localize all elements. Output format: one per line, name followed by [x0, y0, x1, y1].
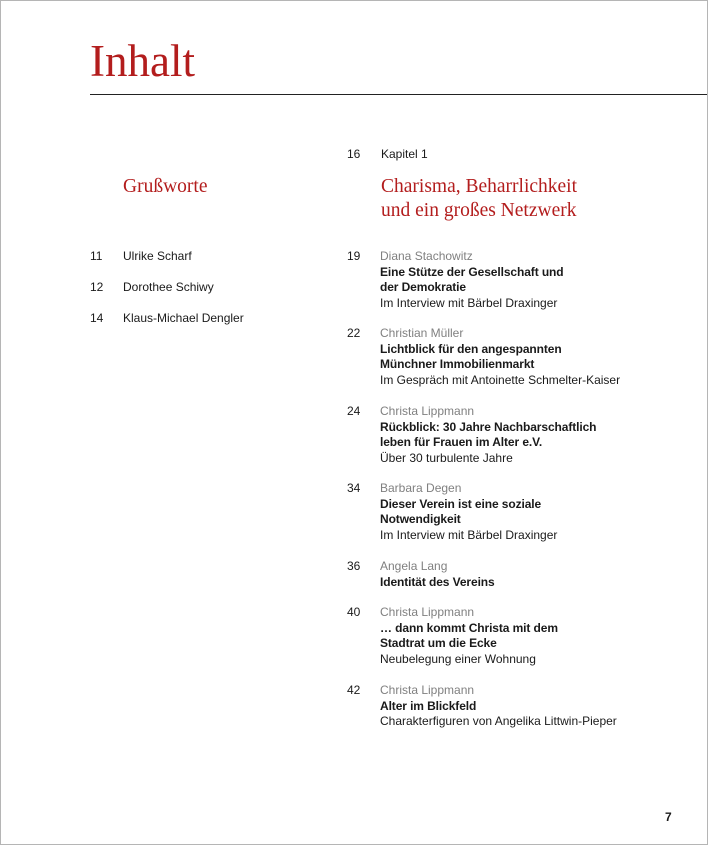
- chapter-title-line: Charisma, Beharrlichkeit: [381, 176, 578, 197]
- toc-author: Angela Lang: [380, 559, 448, 573]
- toc-title-line: Notwendigkeit: [380, 512, 461, 526]
- toc-title-line: Alter im Blickfeld: [380, 698, 477, 713]
- grusswort-author: Ulrike Scharf: [123, 249, 192, 263]
- grusswort-page-number: 14: [90, 311, 104, 325]
- toc-page-number: 36: [347, 559, 361, 573]
- toc-title-line: leben für Frauen im Alter e.V.: [380, 435, 543, 449]
- toc-page-number: 22: [347, 326, 361, 340]
- toc-author: Christa Lippmann: [380, 404, 475, 418]
- grusswort-page-number: 12: [90, 280, 104, 294]
- toc-title-line: Münchner Immobilienmarkt: [380, 357, 535, 371]
- grusswort-author: Dorothee Schiwy: [123, 280, 214, 294]
- toc-title-line: der Demokratie: [380, 280, 466, 294]
- toc-title-line: Eine Stütze der Gesellschaft und: [380, 264, 564, 279]
- toc-title-line: Stadtrat um die Ecke: [380, 636, 497, 650]
- toc-author: Christian Müller: [380, 326, 464, 340]
- toc-author: Diana Stachowitz: [380, 249, 473, 263]
- toc-title-line: Lichtblick für den angespannten: [380, 341, 562, 356]
- toc-title-line: Dieser Verein ist eine soziale: [380, 496, 542, 511]
- grusswort-author: Klaus-Michael Dengler: [123, 311, 244, 325]
- toc-page-number: 42: [347, 683, 361, 697]
- toc-subtitle: Im Interview mit Bärbel Draxinger: [380, 295, 558, 310]
- toc-title-line: Identität des Vereins: [380, 574, 495, 589]
- toc-subtitle: Im Interview mit Bärbel Draxinger: [380, 527, 558, 542]
- toc-subtitle: Neubelegung einer Wohnung: [380, 651, 536, 666]
- chapter-title-line: und ein großes Netzwerk: [381, 200, 577, 221]
- toc-author: Barbara Degen: [380, 481, 462, 495]
- grussworte-heading: Grußworte: [123, 176, 208, 197]
- grusswort-page-number: 11: [90, 249, 103, 263]
- toc-page-number: 40: [347, 605, 361, 619]
- toc-title-line: … dann kommt Christa mit dem: [380, 620, 558, 635]
- title-rule: [90, 94, 708, 95]
- toc-author: Christa Lippmann: [380, 605, 475, 619]
- page-title: Inhalt: [90, 36, 195, 86]
- chapter-page-number: 16: [347, 147, 361, 161]
- toc-page-number: 24: [347, 404, 361, 418]
- chapter-title: [381, 175, 681, 223]
- toc-author: Christa Lippmann: [380, 683, 475, 697]
- toc-page-number: 34: [347, 481, 361, 495]
- toc-subtitle: Im Gespräch mit Antoinette Schmelter-Kaiser: [380, 372, 621, 387]
- chapter-label: Kapitel 1: [381, 147, 428, 161]
- toc-subtitle: Über 30 turbulente Jahre: [380, 450, 513, 465]
- toc-subtitle: Charakterfiguren von Angelika Littwin-Pieper: [380, 714, 617, 728]
- toc-page-number: 19: [347, 249, 361, 263]
- page-number: 7: [665, 810, 672, 824]
- toc-title-line: Rückblick: 30 Jahre Nachbarschaftlich: [380, 419, 597, 434]
